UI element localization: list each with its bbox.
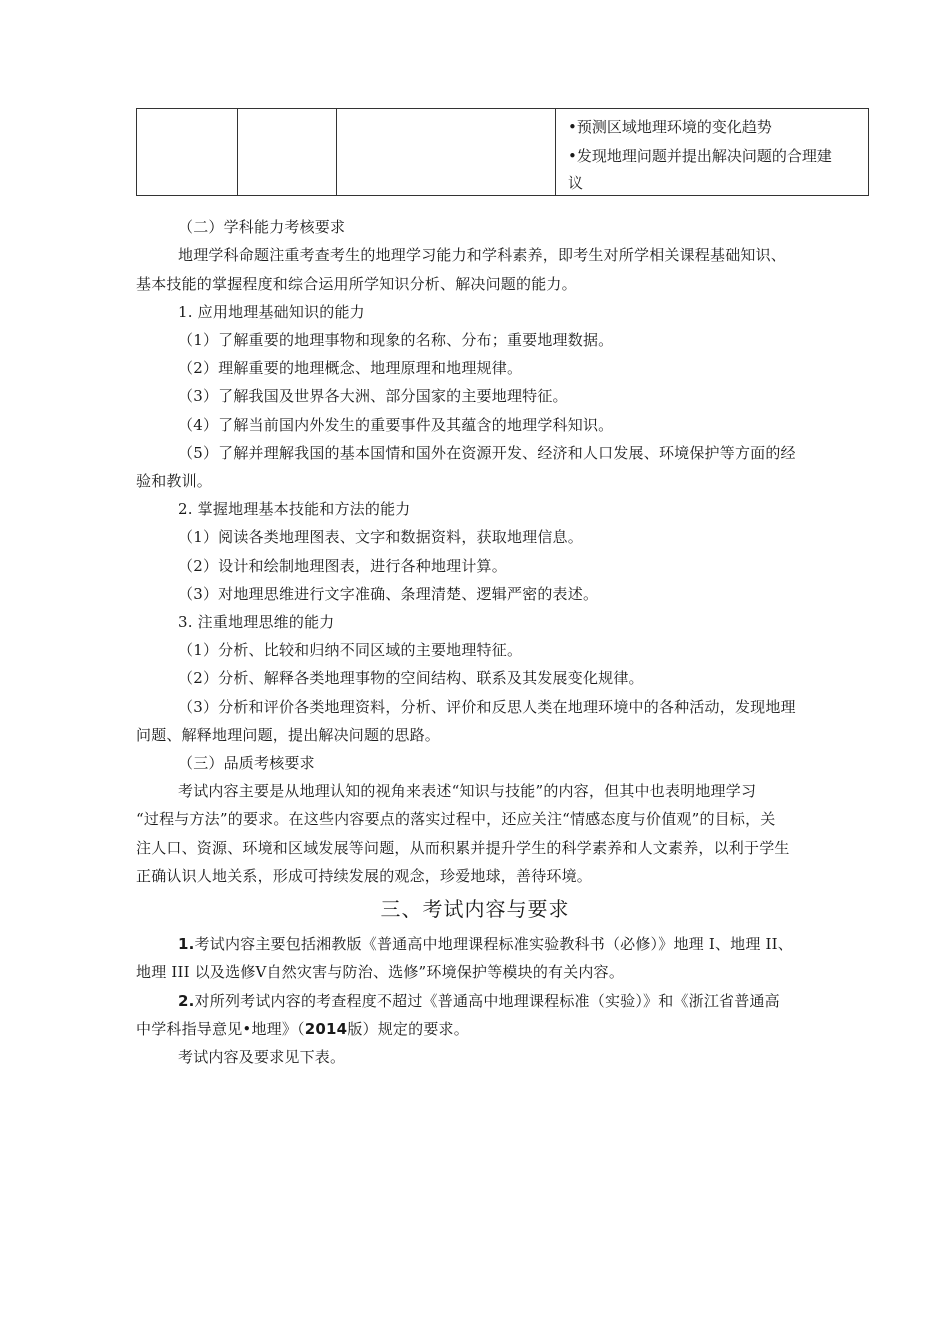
paragraph-text: 版）规定的要求。 — [347, 1020, 469, 1038]
closing-line: 考试内容及要求见下表。 — [178, 1048, 346, 1066]
table-row — [137, 109, 869, 196]
list-item-continuation: 问题、解释地理问题，提出解决问题的思路。 — [136, 726, 441, 744]
list-item: （3）了解我国及世界各大洲、部分国家的主要地理特征。 — [178, 387, 568, 405]
paragraph-text: 考试内容主要包括湘教版《普通高中地理课程标准实验教科书（必修）》地理 I、地理 II、 — [194, 935, 793, 953]
list-item: （2）设计和绘制地理图表，进行各种地理计算。 — [178, 557, 507, 575]
subsection-title: 2. 掌握地理基本技能和方法的能力 — [178, 500, 411, 518]
table-cell-empty-3 — [337, 109, 556, 196]
list-item: （3）对地理思维进行文字准确、条理清楚、逻辑严密的表述。 — [178, 585, 599, 603]
edition-year: 2014 — [304, 1020, 348, 1038]
list-item: （2）分析、解释各类地理事物的空间结构、联系及其发展变化规律。 — [178, 669, 644, 687]
list-item: （1）分析、比较和归纳不同区域的主要地理特征。 — [178, 641, 523, 659]
section-title-quality: （三）品质考核要求 — [178, 754, 315, 772]
table-cell-line: 议 — [568, 174, 584, 192]
paragraph-line: 地理 III 以及选修Ⅴ自然灾害与防治、选修”环境保护等模块的有关内容。 — [136, 963, 625, 981]
subsection-title: 1. 应用地理基础知识的能力 — [178, 303, 365, 321]
list-item: （2）理解重要的地理概念、地理原理和地理规律。 — [178, 359, 523, 377]
list-item: （3）分析和评价各类地理资料，分析、评价和反思人类在地理环境中的各种活动，发现地理 — [178, 698, 796, 716]
paragraph-line: 注人口、资源、环境和区域发展等问题，从而积累并提升学生的科学素养和人文素养，以利于学生 — [136, 839, 790, 857]
list-item: （1）了解重要的地理事物和现象的名称、分布；重要地理数据。 — [178, 331, 614, 349]
table-cell-requirements — [556, 109, 869, 196]
table-cell-empty-1 — [137, 109, 238, 196]
paragraph-line — [136, 1019, 469, 1039]
requirements-table-fragment — [136, 108, 869, 196]
numbered-paragraph-1 — [178, 934, 793, 954]
table-cell-line: •预测区域地理环境的变化趋势 — [568, 118, 772, 136]
part-heading: 三、考试内容与要求 — [380, 897, 570, 921]
item-number: 1. — [178, 935, 195, 953]
subsection-title: 3. 注重地理思维的能力 — [178, 613, 335, 631]
paragraph-line: 考试内容主要是从地理认知的视角来表述“知识与技能”的内容，但其中也表明地理学习 — [178, 782, 757, 800]
list-item: （5）了解并理解我国的基本国情和国外在资源开发、经济和人口发展、环境保护等方面的经 — [178, 444, 796, 462]
list-item: （1）阅读各类地理图表、文字和数据资料，获取地理信息。 — [178, 528, 583, 546]
paragraph-line: “过程与方法”的要求。在这些内容要点的落实过程中，还应关注“情感态度与价值观”的目标，关 — [136, 810, 776, 828]
paragraph-line: 正确认识人地关系，形成可持续发展的观念，珍爱地球，善待环境。 — [136, 867, 593, 885]
paragraph-line: 地理学科命题注重考查考生的地理学习能力和学科素养，即考生对所学相关课程基础知识、 — [178, 246, 787, 264]
item-number: 2. — [178, 992, 195, 1010]
paragraph-text: 对所列考试内容的考查程度不超过《普通高中地理课程标准（实验）》和《浙江省普通高 — [194, 992, 780, 1010]
paragraph-text: 中学科指导意见•地理》（ — [136, 1020, 305, 1038]
table-cell-empty-2 — [238, 109, 337, 196]
section-title-ability: （二）学科能力考核要求 — [178, 218, 346, 236]
table-cell-line: •发现地理问题并提出解决问题的合理建 — [568, 147, 832, 165]
numbered-paragraph-2 — [178, 991, 780, 1011]
paragraph-line: 基本技能的掌握程度和综合运用所学知识分析、解决问题的能力。 — [136, 275, 577, 293]
list-item: （4）了解当前国内外发生的重要事件及其蕴含的地理学科知识。 — [178, 416, 614, 434]
list-item-continuation: 验和教训。 — [136, 472, 213, 490]
